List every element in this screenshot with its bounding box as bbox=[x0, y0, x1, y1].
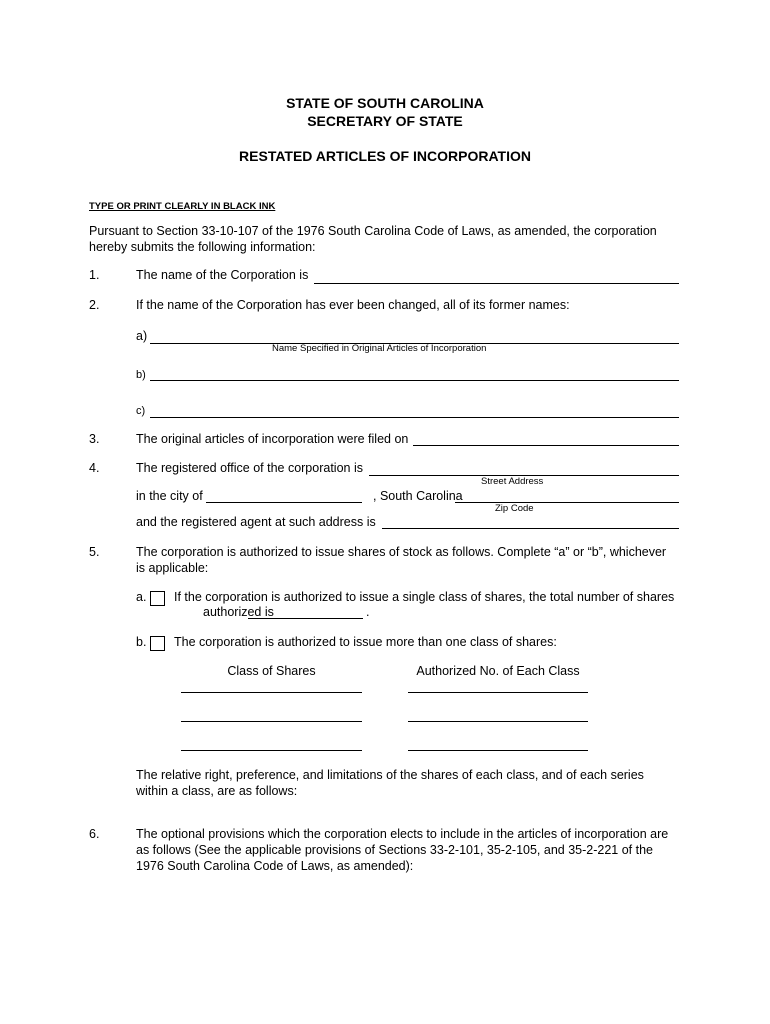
former-name-c-label: c) bbox=[136, 405, 146, 417]
authorized-number-header: Authorized No. of Each Class bbox=[416, 664, 580, 678]
option-a-text-line2: authorized is bbox=[203, 605, 274, 619]
item-4-number: 4. bbox=[89, 461, 100, 475]
item-5-label-line1: The corporation is authorized to issue shares of stock as follows. Complete “a” or “b”, whichever bbox=[136, 545, 667, 559]
city-label: in the city of bbox=[136, 489, 203, 503]
street-address-caption: Street Address bbox=[481, 476, 544, 487]
registered-agent-label: and the registered agent at such address is bbox=[136, 515, 376, 529]
item-1-number: 1. bbox=[89, 268, 100, 282]
state-heading: STATE OF SOUTH CAROLINA bbox=[286, 95, 484, 111]
option-b-label: b. bbox=[136, 635, 147, 649]
zip-code-caption: Zip Code bbox=[495, 503, 534, 514]
option-a-text-line1: If the corporation is authorized to issue a single class of shares, the total number of shares bbox=[174, 590, 675, 604]
option-a-period: . bbox=[366, 605, 370, 619]
form-title: RESTATED ARTICLES OF INCORPORATION bbox=[239, 148, 531, 164]
item-5-label-line2: is applicable: bbox=[136, 561, 209, 575]
class-of-shares-field-3[interactable] bbox=[181, 750, 362, 751]
corporation-name-field[interactable] bbox=[314, 283, 679, 284]
total-shares-field[interactable] bbox=[248, 618, 363, 619]
original-name-caption: Name Specified in Original Articles of Incorporation bbox=[272, 343, 487, 354]
authorized-number-field-1[interactable] bbox=[408, 692, 588, 693]
former-name-c-field[interactable] bbox=[150, 417, 679, 418]
city-field[interactable] bbox=[206, 502, 362, 503]
item-6-line2: as follows (See the applicable provisions of Sections 33-2-101, 35-2-105, and 35-2-221 of the bbox=[136, 843, 653, 857]
item-3-label: The original articles of incorporation were filed on bbox=[136, 432, 409, 446]
option-a-label: a. bbox=[136, 590, 147, 604]
authorized-number-field-2[interactable] bbox=[408, 721, 588, 722]
secretary-heading: SECRETARY OF STATE bbox=[307, 113, 463, 129]
item-2-label: If the name of the Corporation has ever been changed, all of its former names: bbox=[136, 298, 570, 312]
option-b-text: The corporation is authorized to issue more than one class of shares: bbox=[174, 635, 557, 649]
instruction-text: TYPE OR PRINT CLEARLY IN BLACK INK bbox=[89, 201, 276, 212]
former-name-b-label: b) bbox=[136, 369, 146, 381]
intro-paragraph: Pursuant to Section 33-10-107 of the 1976 South Carolina Code of Laws, as amended, the corporation hereby submits the following information: bbox=[89, 224, 657, 254]
former-name-b-field[interactable] bbox=[150, 380, 679, 381]
class-of-shares-header: Class of Shares bbox=[227, 664, 316, 678]
item-3-number: 3. bbox=[89, 432, 100, 446]
class-of-shares-field-1[interactable] bbox=[181, 692, 362, 693]
authorized-number-field-3[interactable] bbox=[408, 750, 588, 751]
state-text: , South Carolina bbox=[373, 489, 463, 503]
former-name-a-label: a) bbox=[136, 329, 148, 343]
filing-date-field[interactable] bbox=[413, 445, 679, 446]
item-5-number: 5. bbox=[89, 545, 100, 559]
relative-rights-line2: within a class, are as follows: bbox=[136, 784, 298, 798]
item-6-number: 6. bbox=[89, 827, 100, 841]
zip-code-field[interactable] bbox=[455, 502, 679, 503]
item-6-line3: 1976 South Carolina Code of Laws, as amended): bbox=[136, 859, 414, 873]
item-1-label: The name of the Corporation is bbox=[136, 268, 309, 282]
relative-rights-line1: The relative right, preference, and limitations of the shares of each class, and of each series bbox=[136, 768, 644, 782]
registered-agent-field[interactable] bbox=[382, 528, 679, 529]
item-2-number: 2. bbox=[89, 298, 100, 312]
item-4-label: The registered office of the corporation is bbox=[136, 461, 363, 475]
option-b-checkbox[interactable] bbox=[150, 636, 165, 651]
item-6-line1: The optional provisions which the corporation elects to include in the articles of incorporation are bbox=[136, 827, 669, 841]
class-of-shares-field-2[interactable] bbox=[181, 721, 362, 722]
option-a-checkbox[interactable] bbox=[150, 591, 165, 606]
